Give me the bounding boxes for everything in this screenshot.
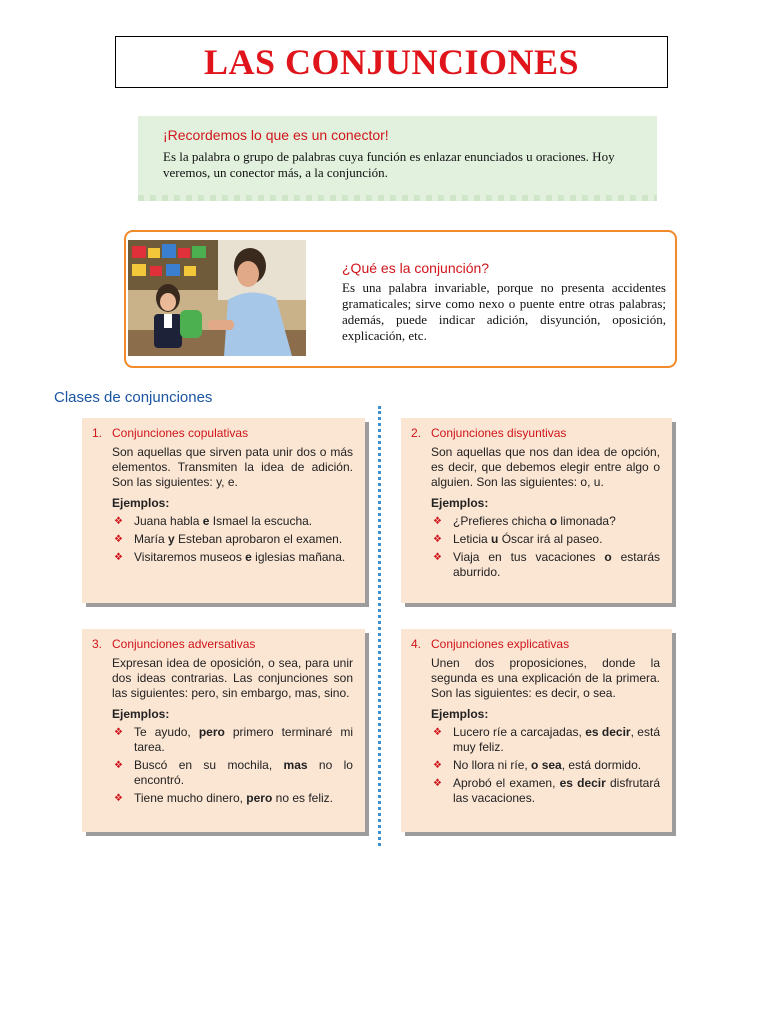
recall-heading: ¡Recordemos lo que es un conector! (163, 127, 389, 143)
card-copulativas (82, 418, 365, 603)
example-text: Te ayudo, (134, 725, 199, 739)
example-text: ¿Prefieres chicha (453, 514, 550, 528)
example-text: Leticia (453, 532, 492, 546)
example-item (431, 514, 660, 529)
card-title: Conjunciones copulativas (112, 426, 249, 440)
card-number: 1. (92, 426, 103, 440)
diamond-bullet-icon: ❖ (114, 793, 123, 804)
example-text: , está dormido. (561, 758, 642, 772)
card-heading (92, 426, 353, 441)
card-disyuntivas (401, 418, 672, 603)
section-title: Clases de conjunciones (54, 389, 213, 406)
card-number: 3. (92, 637, 103, 651)
example-text: estarás aburrido. (453, 550, 660, 579)
card-description: Son aquellas que sirven pata unir dos o más elementos. Transmiten la idea de adición. Son las siguientes: y, e. (112, 445, 353, 489)
examples-list (92, 514, 353, 565)
example-text: No llora ni ríe, (453, 758, 532, 772)
example-item (112, 514, 353, 529)
recall-text: Es la palabra o grupo de palabras cuya función es enlazar enunciados u oraciones. Hoy veremos, un conector más, a la conjunción. (163, 149, 615, 180)
recall-box (138, 116, 657, 201)
card-heading (411, 637, 660, 652)
example-text: disfrutará las vacaciones. (453, 776, 661, 805)
examples-label: Ejemplos: (112, 496, 170, 510)
example-item (112, 758, 353, 788)
card-title: Conjunciones disyuntivas (431, 426, 567, 440)
card-adversativas (82, 629, 365, 832)
examples-list (92, 725, 353, 806)
conjunction-highlight: pero (198, 725, 225, 739)
conjunction-highlight: o sea (531, 758, 562, 772)
conjunction-highlight: pero (246, 791, 273, 805)
card-heading (92, 637, 353, 652)
examples-label: Ejemplos: (112, 707, 170, 721)
diamond-bullet-icon: ❖ (114, 760, 123, 771)
card-description: Unen dos proposiciones, donde la segunda es una explicación de la primera. Son las siguientes: es decir, o sea. (431, 656, 660, 700)
conjunction-highlight: y (168, 532, 175, 546)
page-title: LAS CONJUNCIONES (203, 42, 580, 82)
classroom-photo (128, 240, 306, 356)
card-title: Conjunciones explicativas (431, 637, 570, 651)
example-text: no lo encontró. (134, 758, 353, 787)
example-text: Esteban aprobaron el examen. (174, 532, 343, 546)
example-item (112, 550, 353, 565)
conjunction-highlight: mas (283, 758, 308, 772)
conjunction-highlight: e (245, 550, 252, 564)
examples-label: Ejemplos: (431, 496, 489, 510)
conjunction-highlight: o (549, 514, 558, 528)
diamond-bullet-icon: ❖ (433, 516, 442, 527)
card-description: Expresan idea de oposición, o sea, para unir dos ideas contrarias. Las conjunciones son las siguientes: pero, sin embargo, mas, sino. (112, 656, 353, 700)
title-box (115, 36, 668, 88)
definition-box (124, 230, 677, 368)
example-text: Aprobó el examen, (453, 776, 560, 790)
card-number: 4. (411, 637, 422, 651)
example-item (112, 532, 353, 547)
example-text: Óscar irá al paseo. (498, 532, 603, 546)
example-item (431, 776, 660, 806)
card-heading (411, 426, 660, 441)
conjunction-highlight: o (604, 550, 612, 564)
example-item (431, 758, 660, 773)
example-text: Ismael la escucha. (209, 514, 313, 528)
diamond-bullet-icon: ❖ (114, 552, 123, 563)
example-item (112, 791, 353, 806)
example-item (431, 532, 660, 547)
diamond-bullet-icon: ❖ (433, 552, 442, 563)
example-text: iglesias mañana. (251, 550, 346, 564)
example-text: Visitaremos museos (134, 550, 246, 564)
examples-list (411, 725, 660, 806)
card-description: Son aquellas que nos dan idea de opción, es decir, que debemos elegir entre algo o alguien. Son las siguientes: o, u. (431, 445, 660, 489)
example-text: limonada? (557, 514, 616, 528)
diamond-bullet-icon: ❖ (114, 516, 123, 527)
example-item (431, 550, 660, 580)
definition-heading: ¿Qué es la conjunción? (342, 260, 490, 276)
example-text: no es feliz. (272, 791, 334, 805)
diamond-bullet-icon: ❖ (114, 534, 123, 545)
column-divider (378, 406, 381, 846)
card-title: Conjunciones adversativas (112, 637, 256, 651)
diamond-bullet-icon: ❖ (433, 778, 442, 789)
example-text: , está muy feliz. (453, 725, 660, 754)
example-text: Tiene mucho dinero, (134, 791, 247, 805)
card-explicativas (401, 629, 672, 832)
conjunction-highlight: es decir (559, 776, 606, 790)
example-text: Viaja en tus vacaciones (453, 550, 605, 564)
examples-label: Ejemplos: (431, 707, 489, 721)
card-number: 2. (411, 426, 422, 440)
diamond-bullet-icon: ❖ (433, 534, 442, 545)
conjunction-highlight: u (491, 532, 499, 546)
example-item (431, 725, 660, 755)
diamond-bullet-icon: ❖ (433, 727, 442, 738)
example-text: Buscó en su mochila, (134, 758, 284, 772)
conjunction-highlight: es decir (585, 725, 631, 739)
example-text: primero terminaré mi tarea. (134, 725, 353, 754)
diamond-bullet-icon: ❖ (433, 760, 442, 771)
example-text: Juana habla (134, 514, 203, 528)
example-item (112, 725, 353, 755)
diamond-bullet-icon: ❖ (114, 727, 123, 738)
example-text: Lucero ríe a carcajadas, (453, 725, 586, 739)
definition-text: Es una palabra invariable, porque no presenta accidentes gramaticales; sirve como nexo o puente entre otras palabras; además, puede indicar adición, disyunción, oposición, explicación, etc. (342, 280, 666, 343)
conjunction-highlight: e (202, 514, 210, 528)
examples-list (411, 514, 660, 580)
example-text: María (134, 532, 169, 546)
